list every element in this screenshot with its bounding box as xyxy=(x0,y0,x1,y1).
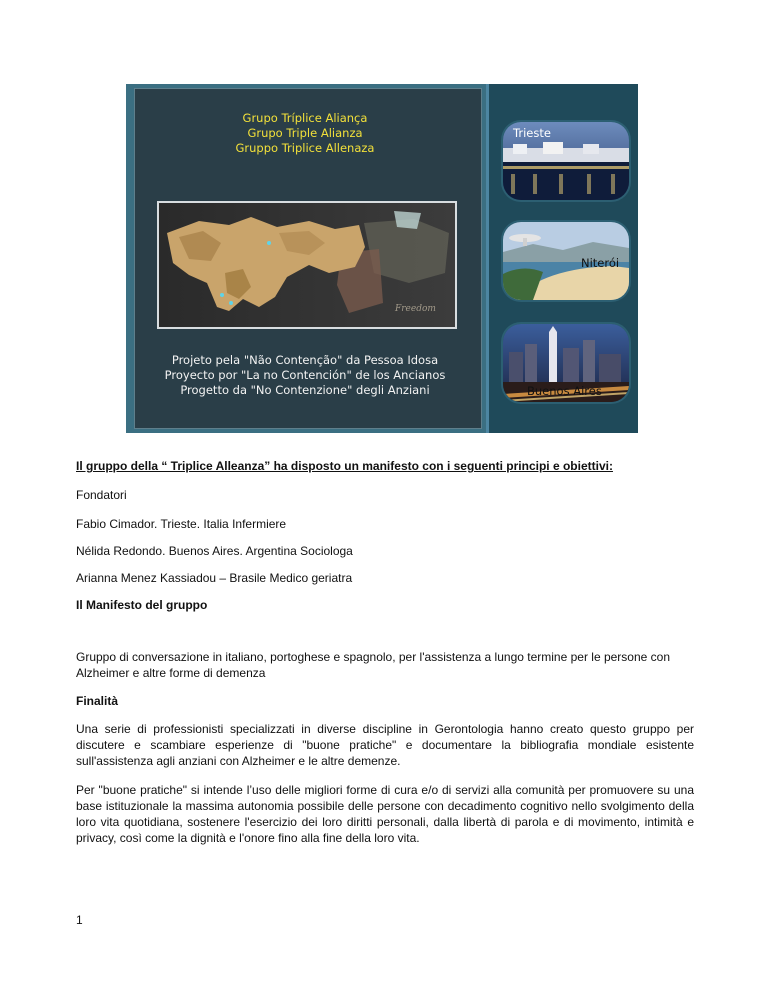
banner-cities-panel xyxy=(486,84,638,433)
world-map-image xyxy=(157,201,457,329)
city-label-trieste: Trieste xyxy=(513,126,551,140)
city-photo-niteroi xyxy=(503,222,629,300)
practices-paragraph: Per "buone pratiche" si intende l’uso delle migliori forme di cura e/o di servizi alla comunità per promuovere su una base istituzionale la massima autonomia possibile delle persone con decadimento cognitivo nello svolgimento della loro vita quotidiana, sostenere l'esercizio dei loro diritti personali, dalla libertà di parola e di movimento, intimità e privacy, così come la dignità e l'onore fino alla fine della loro vita. xyxy=(76,783,694,845)
group-name-spanish: Grupo Triple Alianza xyxy=(247,126,363,140)
intro-heading: Il gruppo della “ Triplice Alleanza” ha disposto un manifesto con i seguenti principi e obiettivi: xyxy=(76,459,613,473)
group-name-italian: Gruppo Triplice Allenaza xyxy=(235,141,375,155)
purpose-paragraph: Una serie di professionisti specializzati in diverse discipline in Gerontologia hanno creato questo gruppo per discutere e scambiare esperienze di "buone pratiche" e documentare la bibliografia mondiale esistente sull'assistenza agli anziani con Alzheimer e le altre demenze. xyxy=(76,722,694,768)
project-line-spanish: Proyecto por "La no Contención" de los Ancianos xyxy=(164,368,446,382)
founder-3: Arianna Menez Kassiadou – Brasile Medico geriatra xyxy=(76,571,353,585)
project-lines xyxy=(135,353,475,398)
city-photo-buenos-aires xyxy=(503,324,629,402)
city-label-niteroi: Niterói xyxy=(581,256,620,270)
project-line-portuguese: Projeto pela "Não Contenção" da Pessoa Idosa xyxy=(171,353,439,367)
banner-left-panel xyxy=(134,88,482,429)
group-names xyxy=(135,111,475,156)
header-banner xyxy=(126,84,638,433)
founder-1: Fabio Cimador. Trieste. Italia Infermiere xyxy=(76,517,287,531)
purpose-heading: Finalità xyxy=(76,694,119,708)
project-line-italian: Progetto da "No Contenzione" degli Anziani xyxy=(180,383,430,397)
city-label-buenos-aires: Buenos Aires xyxy=(527,384,602,398)
manifesto-heading: Il Manifesto del gruppo xyxy=(76,598,208,612)
city-photo-trieste xyxy=(503,122,629,200)
conversation-paragraph: Gruppo di conversazione in italiano, portoghese e spagnolo, per l'assistenza a lungo termine per le persone con Alzheimer e altre forme di demenza xyxy=(76,650,670,680)
founders-label: Fondatori xyxy=(76,488,127,502)
group-name-portuguese: Grupo Tríplice Aliança xyxy=(242,111,368,125)
founder-2: Nélida Redondo. Buenos Aires. Argentina Sociologa xyxy=(76,544,353,558)
page-number: 1 xyxy=(76,913,83,927)
map-watermark: Freedom xyxy=(395,304,436,314)
